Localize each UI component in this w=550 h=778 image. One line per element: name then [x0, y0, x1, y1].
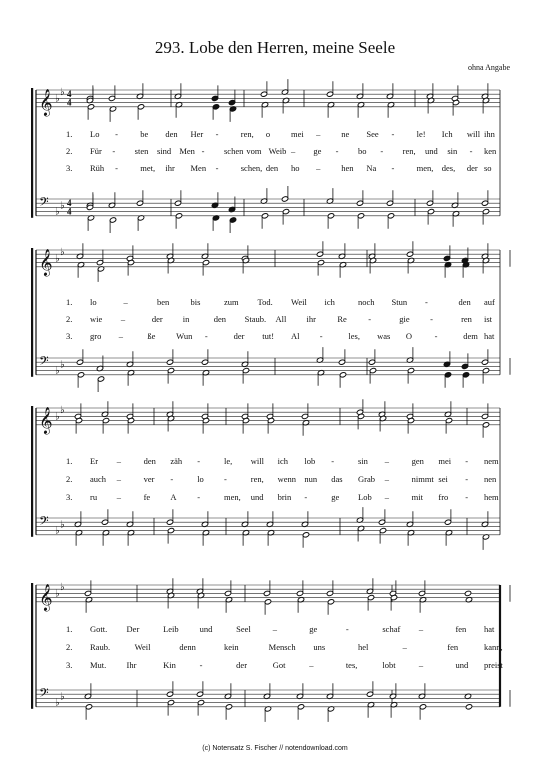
lyric-syllable: das: [331, 474, 343, 484]
lyric-syllable: Mut.: [90, 660, 107, 670]
lyric-syllable: -: [199, 660, 203, 670]
flat-sign: ♭: [60, 200, 65, 212]
page-title: 293. Lobe den Herren, meine Seele: [154, 38, 396, 57]
lyric-syllable: Her: [190, 129, 204, 139]
flat-sign: ♭: [55, 525, 60, 537]
lyric-syllable: denn: [179, 642, 196, 652]
lyric-syllable: Na: [366, 163, 377, 173]
lyric-syllable: mei: [291, 129, 304, 139]
lyric-syllable: -: [115, 163, 118, 173]
lyric-syllable: lob: [304, 456, 316, 466]
lyric-syllable: hen: [341, 163, 354, 173]
flat-sign: ♭: [55, 697, 60, 709]
lyric-syllable: o: [265, 129, 271, 139]
lyric-syllable: fro: [438, 492, 449, 502]
lyric-syllable: tes,: [345, 660, 358, 670]
lyric-syllable: sind: [157, 146, 172, 156]
lyric-syllable: lobt: [382, 660, 396, 670]
lyric-syllable: -: [197, 456, 201, 466]
lyric-syllable: sten: [134, 146, 149, 156]
lyric-syllable: der: [233, 331, 245, 341]
lyric-syllable: und: [199, 624, 213, 634]
lyric-syllable: was: [377, 331, 391, 341]
lyric-syllable: Mensch: [268, 642, 296, 652]
bass-clef: 𝄢: [39, 194, 49, 213]
lyric-syllable: ren,: [250, 474, 264, 484]
lyric-syllable: Grab: [358, 474, 375, 484]
lyric-syllable: -: [224, 474, 227, 484]
lyric-syllable: Seel: [236, 624, 251, 634]
lyric-syllable: Kin: [163, 660, 176, 670]
lyric-syllable: nimmt: [411, 474, 434, 484]
lyric-syllable: auch: [90, 474, 107, 484]
lyric-syllable: Er: [90, 456, 99, 466]
lyric-syllable: Lob: [358, 492, 372, 502]
lyric-syllable: lo: [90, 297, 97, 307]
lyric-syllable: Men: [179, 146, 195, 156]
lyric-syllable: lo: [197, 474, 204, 484]
lyric-syllable: Der: [126, 624, 140, 634]
lyric-syllable: -: [331, 456, 335, 466]
lyric-syllable: -: [465, 492, 469, 502]
lyric-syllable: men,: [416, 163, 434, 173]
flat-sign: ♭: [60, 405, 65, 417]
verse-number: 3.: [66, 660, 73, 670]
lyric-syllable: -: [430, 314, 433, 324]
lyric-syllable: –: [316, 163, 321, 173]
lyric-syllable: ne: [341, 129, 350, 139]
lyric-syllable: den: [143, 456, 156, 466]
flat-sign: ♭: [60, 519, 65, 531]
verse-number: 1.: [66, 456, 73, 466]
lyric-syllable: ren: [461, 314, 472, 324]
verse-number: 3.: [66, 163, 73, 173]
verse-number: 2.: [66, 314, 73, 324]
lyric-syllable: schen: [224, 146, 244, 156]
lyric-syllable: fen: [447, 642, 459, 652]
lyric-syllable: ver: [143, 474, 155, 484]
lyric-syllable: -: [380, 146, 384, 156]
flat-sign: ♭: [55, 253, 60, 265]
lyric-syllable: -: [345, 624, 349, 634]
lyric-syllable: will: [466, 129, 481, 139]
lyric-syllable: ihr: [165, 163, 175, 173]
note-head: [464, 590, 471, 596]
time-signature: 4: [67, 206, 72, 217]
verse-number: 1.: [66, 129, 73, 139]
lyric-syllable: Stun: [391, 297, 408, 307]
lyric-syllable: men,: [224, 492, 241, 502]
lyric-syllable: ich: [277, 456, 288, 466]
lyric-syllable: See: [366, 129, 379, 139]
lyric-syllable: fen: [455, 624, 467, 634]
lyric-syllable: des,: [441, 163, 456, 173]
lyric-syllable: -: [319, 331, 323, 341]
lyric-syllable: ihr: [306, 314, 316, 324]
lyric-syllable: –: [384, 456, 390, 466]
lyric-syllable: sin: [358, 456, 368, 466]
treble-clef: 𝄞: [39, 89, 53, 116]
lyric-syllable: Lo: [90, 129, 100, 139]
lyric-syllable: le,: [224, 456, 233, 466]
lyric-syllable: nun: [304, 474, 318, 484]
lyric-syllable: –: [116, 474, 122, 484]
lyric-syllable: –: [384, 492, 390, 502]
lyric-syllable: –: [402, 642, 407, 652]
lyric-syllable: gro: [90, 331, 102, 341]
verse-number: 1.: [66, 297, 73, 307]
lyric-syllable: dem: [463, 331, 478, 341]
lyric-syllable: mit: [411, 492, 423, 502]
lyric-syllable: Leib: [163, 624, 179, 634]
lyric-syllable: –: [272, 624, 277, 634]
lyric-syllable: -: [335, 146, 339, 156]
lyric-syllable: wenn: [277, 474, 297, 484]
lyric-syllable: -: [215, 163, 219, 173]
note-head: [465, 704, 472, 710]
treble-clef: 𝄞: [39, 407, 53, 434]
lyric-syllable: schaf: [382, 624, 401, 634]
lyric-syllable: und: [250, 492, 264, 502]
lyric-syllable: Got: [272, 660, 286, 670]
verse-number: 2.: [66, 474, 73, 484]
lyric-syllable: Men: [190, 163, 207, 173]
lyric-syllable: den: [165, 129, 178, 139]
lyric-syllable: –: [123, 297, 128, 307]
lyric-syllable: ße: [147, 331, 156, 341]
lyric-syllable: O: [405, 331, 412, 341]
lyric-syllable: Weib: [268, 146, 287, 156]
lyric-syllable: den: [213, 314, 226, 324]
flat-sign: ♭: [55, 206, 60, 218]
lyric-syllable: -: [201, 146, 205, 156]
flat-sign: ♭: [60, 691, 65, 703]
lyric-syllable: den: [458, 297, 471, 307]
lyric-syllable: ich: [324, 297, 335, 307]
lyric-syllable: zum: [224, 297, 239, 307]
lyric-syllable: ist: [484, 314, 493, 324]
lyric-syllable: uns: [313, 642, 326, 652]
lyric-syllable: –: [418, 624, 424, 634]
flat-sign: ♭: [55, 588, 60, 600]
lyric-syllable: -: [115, 129, 118, 139]
lyric-syllable: be: [140, 129, 149, 139]
system-bracket: [31, 248, 33, 377]
lyric-syllable: tut!: [262, 331, 275, 341]
lyric-syllable: vom: [246, 146, 262, 156]
lyric-syllable: -: [425, 297, 428, 307]
lyric-syllable: Für: [90, 146, 102, 156]
lyric-syllable: met,: [140, 163, 156, 173]
verse-number: 3.: [66, 331, 73, 341]
lyric-syllable: Raub.: [90, 642, 111, 652]
system-bracket: [31, 88, 33, 218]
time-signature: 4: [67, 198, 72, 208]
lyric-syllable: noch: [358, 297, 375, 307]
treble-clef: 𝄞: [39, 249, 53, 276]
lyric-syllable: kann,: [484, 642, 503, 652]
lyric-syllable: so: [484, 163, 492, 173]
lyric-syllable: zäh: [170, 456, 183, 466]
lyric-syllable: ge: [313, 146, 322, 156]
verse-number: 2.: [66, 146, 73, 156]
lyric-syllable: –: [116, 492, 122, 502]
verse-number: 1.: [66, 624, 73, 634]
lyric-syllable: -: [368, 314, 372, 324]
lyric-syllable: in: [182, 314, 190, 324]
lyric-syllable: und: [425, 146, 438, 156]
lyric-syllable: hat: [484, 624, 495, 634]
lyric-syllable: hel: [358, 642, 369, 652]
lyric-syllable: –: [118, 331, 123, 341]
lyric-syllable: -: [465, 456, 469, 466]
lyric-syllable: All: [275, 314, 287, 324]
lyric-syllable: ren,: [240, 129, 254, 139]
lyric-syllable: den: [265, 163, 279, 173]
lyric-syllable: –: [291, 146, 296, 156]
lyric-syllable: le!: [416, 129, 426, 139]
lyric-syllable: Staub.: [244, 314, 267, 324]
lyric-syllable: mei: [438, 456, 452, 466]
lyric-syllable: Wun: [176, 331, 193, 341]
lyric-syllable: nen: [484, 474, 497, 484]
lyric-syllable: -: [304, 492, 308, 502]
copyright-footer: (c) Notensatz S. Fischer // notendownload.com: [202, 745, 348, 752]
verse-number: 2.: [66, 642, 73, 652]
bass-clef: 𝄢: [39, 513, 49, 532]
flat-sign: ♭: [60, 87, 65, 99]
lyric-syllable: -: [112, 146, 116, 156]
lyric-syllable: -: [465, 474, 469, 484]
lyric-syllable: Weil: [291, 297, 307, 307]
lyric-syllable: der: [151, 314, 163, 324]
lyric-syllable: -: [170, 474, 174, 484]
verse-number: 3.: [66, 492, 73, 502]
lyric-syllable: -: [469, 146, 473, 156]
lyric-syllable: bis: [190, 297, 201, 307]
lyric-syllable: fe: [143, 492, 151, 502]
lyric-syllable: der: [466, 163, 478, 173]
lyric-syllable: hat: [484, 331, 495, 341]
bass-clef: 𝄢: [39, 353, 49, 372]
lyric-syllable: –: [316, 129, 321, 139]
lyric-syllable: -: [391, 129, 395, 139]
lyric-syllable: hem: [484, 492, 499, 502]
lyric-syllable: –: [309, 660, 314, 670]
lyric-syllable: preist: [484, 660, 503, 670]
lyric-syllable: Re: [337, 314, 347, 324]
time-signature: 4: [67, 97, 72, 108]
lyric-syllable: wie: [90, 314, 103, 324]
lyric-syllable: ihn: [484, 129, 495, 139]
system-bracket: [31, 406, 33, 537]
lyric-syllable: -: [197, 492, 201, 502]
lyric-syllable: Al: [291, 331, 300, 341]
lyric-syllable: –: [120, 314, 126, 324]
flat-sign: ♭: [60, 247, 65, 259]
lyric-syllable: bo: [358, 146, 367, 156]
lyric-syllable: Ihr: [126, 660, 137, 670]
lyric-syllable: -: [204, 331, 208, 341]
lyric-syllable: ken: [484, 146, 497, 156]
lyric-syllable: Tod.: [257, 297, 273, 307]
lyric-syllable: Weil: [134, 642, 151, 652]
lyric-syllable: gen: [411, 456, 424, 466]
lyric-syllable: ho: [291, 163, 300, 173]
flat-sign: ♭: [55, 365, 60, 377]
lyric-syllable: -: [215, 129, 219, 139]
flat-sign: ♭: [55, 93, 60, 105]
lyric-syllable: –: [418, 660, 424, 670]
lyric-syllable: der: [236, 660, 248, 670]
treble-clef: 𝄞: [39, 584, 53, 611]
lyric-syllable: schen,: [240, 163, 263, 173]
lyric-syllable: brin: [277, 492, 292, 502]
bass-clef: 𝄢: [39, 685, 49, 704]
lyric-syllable: Rüh: [90, 163, 105, 173]
lyric-syllable: gie: [399, 314, 410, 324]
lyric-syllable: -: [391, 163, 395, 173]
composer-credit: ohna Angabe: [468, 63, 510, 72]
lyric-syllable: ru: [90, 492, 98, 502]
lyric-syllable: ge: [331, 492, 340, 502]
lyric-syllable: Gott.: [90, 624, 108, 634]
lyric-syllable: sei: [438, 474, 448, 484]
lyric-syllable: –: [116, 456, 122, 466]
flat-sign: ♭: [55, 411, 60, 423]
lyric-syllable: nem: [484, 456, 499, 466]
lyric-syllable: ben: [157, 297, 170, 307]
time-signature: 4: [67, 89, 72, 99]
lyric-syllable: auf: [484, 297, 495, 307]
lyric-syllable: -: [434, 331, 438, 341]
lyric-syllable: Ich: [441, 129, 453, 139]
lyric-syllable: les,: [348, 331, 360, 341]
flat-sign: ♭: [60, 582, 65, 594]
lyric-syllable: ren,: [402, 146, 416, 156]
lyric-syllable: ge: [309, 624, 318, 634]
lyric-syllable: A: [170, 492, 177, 502]
lyric-syllable: will: [250, 456, 265, 466]
lyric-syllable: –: [384, 474, 390, 484]
lyric-syllable: und: [455, 660, 469, 670]
lyric-syllable: kein: [224, 642, 239, 652]
flat-sign: ♭: [60, 359, 65, 371]
system-bracket: [31, 583, 33, 709]
lyric-syllable: sin: [447, 146, 458, 156]
